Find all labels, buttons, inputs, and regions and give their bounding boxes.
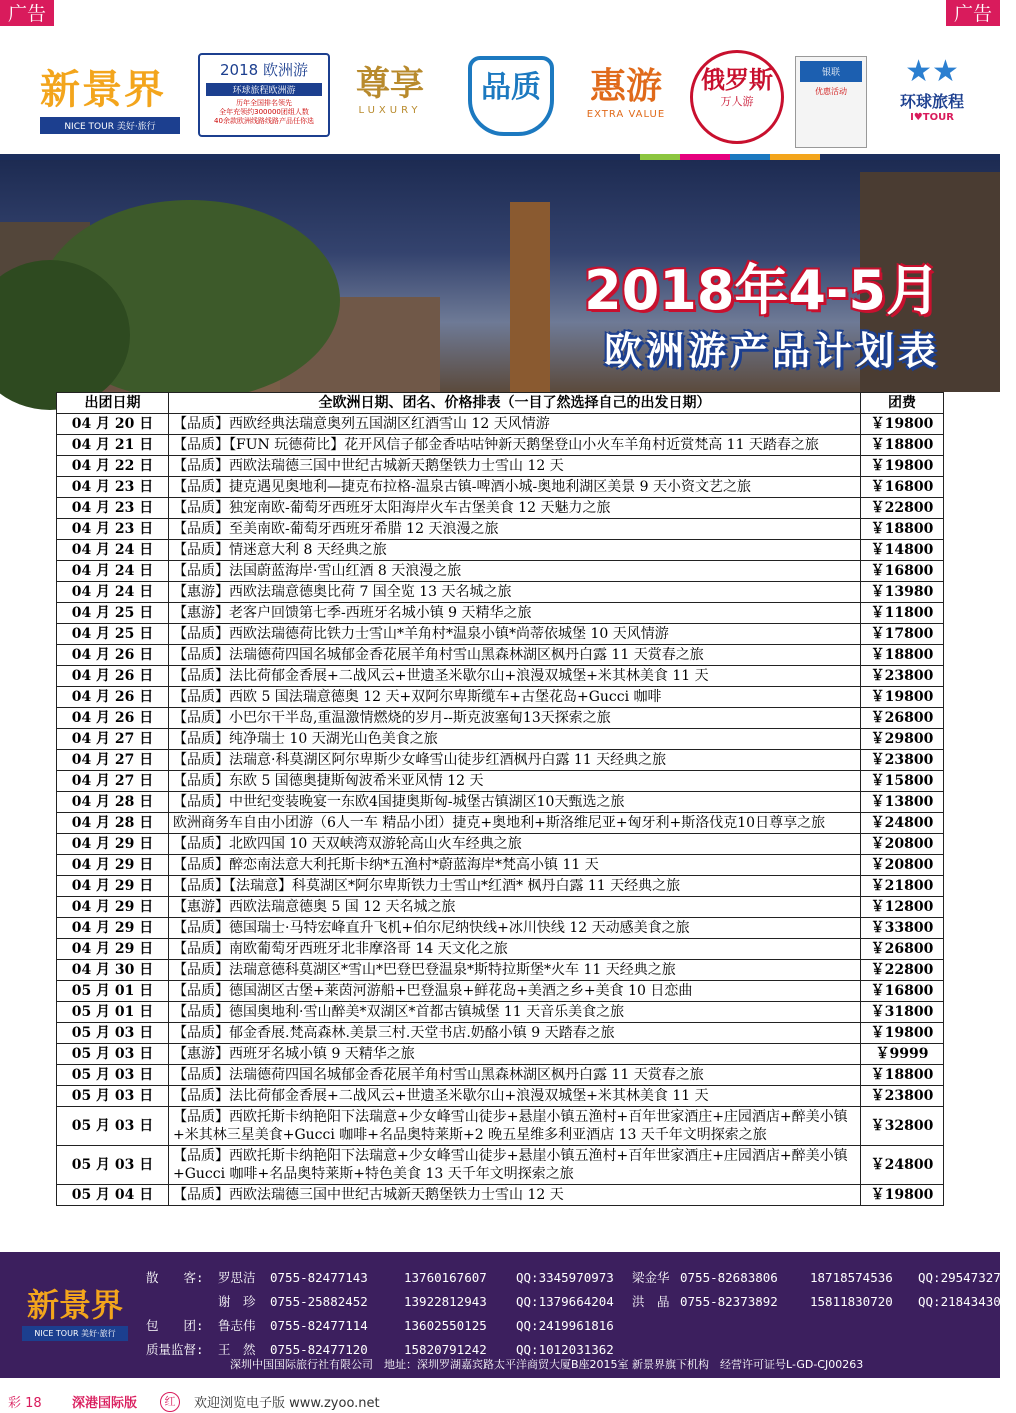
tour-desc: 【品质】郁金香展.梵高森林.美景三村.天堂书店.奶酪小镇 9 天踏春之旅 bbox=[169, 1023, 861, 1044]
tour-desc: 【品质】西欧 5 国法瑞意德奥 12 天+双阿尔卑斯缆车+古堡花岛+Gucci 咖啡 bbox=[169, 687, 861, 708]
contact-mobile2[interactable]: 18718574536 bbox=[810, 1270, 893, 1285]
tour-desc: 【品质】纯净瑞士 10 天湖光山色美食之旅 bbox=[169, 729, 861, 750]
global-cn: 环球旅程 bbox=[899, 92, 964, 111]
tour-date: 04 月 25 日 bbox=[57, 624, 169, 645]
award-line: 40余款欧洲线路线路产品任你选 bbox=[214, 117, 314, 125]
table-row[interactable] bbox=[57, 771, 944, 792]
contact-role: 包 团: bbox=[146, 1318, 204, 1333]
contact-qq[interactable]: QQ:1379664204 bbox=[516, 1294, 614, 1309]
card-text: 优惠活动 bbox=[815, 87, 847, 96]
tour-date: 04 月 26 日 bbox=[57, 687, 169, 708]
award-line: 历年全国排名领先 bbox=[236, 99, 292, 107]
tour-date: 04 月 26 日 bbox=[57, 708, 169, 729]
contact-mobile2[interactable]: 15811830720 bbox=[810, 1294, 893, 1309]
footer-logo-cn: 新景界 bbox=[26, 1286, 123, 1324]
contact-tel[interactable]: 0755-82477114 bbox=[270, 1318, 368, 1333]
table-row[interactable] bbox=[57, 813, 944, 834]
ad-tag-right: 广告 bbox=[946, 0, 1000, 28]
tour-price: ￥22800 bbox=[861, 960, 944, 981]
table-row[interactable] bbox=[57, 435, 944, 456]
table-row[interactable] bbox=[57, 456, 944, 477]
tour-desc: 【品质】情迷意大利 8 天经典之旅 bbox=[169, 540, 861, 561]
tour-date: 04 月 27 日 bbox=[57, 729, 169, 750]
tour-price: ￥19800 bbox=[861, 1023, 944, 1044]
tour-price: ￥17800 bbox=[861, 624, 944, 645]
table-row[interactable] bbox=[57, 1044, 944, 1065]
contact-qq2[interactable]: QQ:2954732776 bbox=[918, 1270, 1016, 1285]
contact-mobile[interactable]: 13760167607 bbox=[404, 1270, 487, 1285]
nice-tour-logo[interactable] bbox=[40, 58, 180, 134]
footer-logo[interactable] bbox=[22, 1280, 128, 1341]
tour-desc: 【品质】【法瑞意】科莫湖区*阿尔卑斯铁力士雪山*红酒* 枫丹白露 11 天经典之旅 bbox=[169, 876, 861, 897]
contact-name2: 梁金华 bbox=[632, 1270, 670, 1285]
tour-price: ￥18800 bbox=[861, 645, 944, 666]
tour-price: ￥20800 bbox=[861, 834, 944, 855]
tour-price: ￥19800 bbox=[861, 414, 944, 435]
table-row[interactable] bbox=[57, 960, 944, 981]
unionpay-card-icon[interactable] bbox=[795, 56, 867, 148]
tour-desc: 【品质】西欧托斯卡纳艳阳下法瑞意+少女峰雪山徒步+悬崖小镇五渔村+百年世家酒庄+庄园酒店+醉美小镇+Gucci 咖啡+名品奥特莱斯+特色美食 13 天千年文明探索之旅 bbox=[169, 1146, 861, 1185]
table-header-row bbox=[57, 393, 944, 414]
russia-line1: 俄罗斯 bbox=[701, 66, 773, 94]
tour-desc: 欧洲商务车自由小团游（6人一车 精品小团）捷克+奥地利+斯洛维尼亚+匈牙利+斯洛伐克10日尊享之旅 bbox=[169, 813, 861, 834]
extra-value-logo[interactable] bbox=[578, 58, 674, 120]
table-row[interactable] bbox=[57, 1086, 944, 1107]
tour-date: 05 月 03 日 bbox=[57, 1146, 169, 1185]
contact-qq[interactable]: QQ:3345970973 bbox=[516, 1270, 614, 1285]
tour-date: 04 月 29 日 bbox=[57, 939, 169, 960]
website-link[interactable]: 欢迎浏览电子版 www.zyoo.net bbox=[194, 1396, 380, 1411]
tour-price: ￥16800 bbox=[861, 561, 944, 582]
tour-date: 05 月 04 日 bbox=[57, 1185, 169, 1206]
tour-desc: 【品质】醉恋南法意大利托斯卡纳*五渔村*蔚蓝海岸*梵高小镇 11 天 bbox=[169, 855, 861, 876]
tour-desc: 【品质】法瑞意德科莫湖区*雪山*巴登巴登温泉*斯特拉斯堡*火车 11 天经典之旅 bbox=[169, 960, 861, 981]
table-row[interactable] bbox=[57, 414, 944, 435]
tour-desc: 【品质】捷克遇见奥地利—捷克布拉格-温泉古镇-啤酒小城-奥地利湖区美景 9 天小资文艺之旅 bbox=[169, 477, 861, 498]
tour-desc: 【品质】小巴尔干半岛,重温激情燃烧的岁月--斯克波塞甸13天探索之旅 bbox=[169, 708, 861, 729]
contact-line bbox=[146, 1268, 1016, 1286]
table-row[interactable] bbox=[57, 1002, 944, 1023]
contact-qq2[interactable]: QQ:2184343057 bbox=[918, 1294, 1016, 1309]
tour-date: 04 月 24 日 bbox=[57, 582, 169, 603]
table-row[interactable] bbox=[57, 645, 944, 666]
tour-desc: 【品质】西欧经典法瑞意奥列五国湖区红酒雪山 12 天风情游 bbox=[169, 414, 861, 435]
table-row[interactable] bbox=[57, 981, 944, 1002]
tour-price: ￥18800 bbox=[861, 1065, 944, 1086]
star-icon: ★★ bbox=[905, 54, 959, 89]
tour-date: 04 月 26 日 bbox=[57, 666, 169, 687]
tour-desc: 【品质】西欧托斯卡纳艳阳下法瑞意+少女峰雪山徒步+悬崖小镇五渔村+百年世家酒庄+庄园酒店+醉美小镇+米其林三星美食+Gucci 咖啡+名品奥特莱斯+2 晚五星维多利亚酒店 13 天千年文明探索之旅 bbox=[169, 1107, 861, 1146]
tour-desc: 【品质】西欧法瑞德三国中世纪古城新天鹅堡铁力士雪山 12 天 bbox=[169, 456, 861, 477]
table-row[interactable] bbox=[57, 1107, 944, 1146]
tour-price: ￥24800 bbox=[861, 813, 944, 834]
tour-date: 05 月 03 日 bbox=[57, 1044, 169, 1065]
tour-price: ￥12800 bbox=[861, 897, 944, 918]
contact-mobile[interactable]: 15820791242 bbox=[404, 1342, 487, 1357]
footer-logo-sub: NICE TOUR 美好·旅行 bbox=[22, 1326, 128, 1341]
luxury-en: LUXURY bbox=[358, 105, 422, 116]
tour-price: ￥29800 bbox=[861, 729, 944, 750]
contact-name: 罗思洁 bbox=[218, 1270, 256, 1285]
page-footer-bar bbox=[0, 1390, 1000, 1413]
tour-desc: 【品质】法国蔚蓝海岸·雪山红酒 8 天浪漫之旅 bbox=[169, 561, 861, 582]
russia-tour-logo[interactable] bbox=[690, 50, 784, 144]
ad-tag-left: 广告 bbox=[0, 0, 54, 28]
edition-name: 深港国际版 bbox=[72, 1396, 138, 1411]
tour-price: ￥16800 bbox=[861, 981, 944, 1002]
global-en: I♥TOUR bbox=[910, 112, 954, 123]
tour-desc: 【品质】至美南欧-葡萄牙西班牙希腊 12 天浪漫之旅 bbox=[169, 519, 861, 540]
tour-desc: 【品质】东欧 5 国德奥捷斯匈波希米亚风情 12 天 bbox=[169, 771, 861, 792]
table-row[interactable] bbox=[57, 729, 944, 750]
tour-price: ￥13980 bbox=[861, 582, 944, 603]
brand-tagline: NICE TOUR 美好·旅行 bbox=[40, 117, 180, 134]
contact-line bbox=[146, 1316, 918, 1334]
tour-price: ￥22800 bbox=[861, 498, 944, 519]
table-row[interactable] bbox=[57, 624, 944, 645]
table-row[interactable] bbox=[57, 666, 944, 687]
tour-date: 04 月 26 日 bbox=[57, 645, 169, 666]
tour-price: ￥19800 bbox=[861, 1185, 944, 1206]
tour-date: 04 月 23 日 bbox=[57, 477, 169, 498]
contact-qq[interactable]: QQ:2419961816 bbox=[516, 1318, 614, 1333]
hero-title: 欧洲游产品计划表 bbox=[603, 329, 940, 373]
contact-line bbox=[146, 1292, 1016, 1310]
table-row[interactable] bbox=[57, 708, 944, 729]
tour-date: 04 月 24 日 bbox=[57, 561, 169, 582]
tour-desc: 【品质】西欧法瑞德三国中世纪古城新天鹅堡铁力士雪山 12 天 bbox=[169, 1185, 861, 1206]
contact-name: 谢 珍 bbox=[218, 1294, 256, 1309]
extra-cn: 惠游 bbox=[589, 66, 662, 107]
company-address: 深圳中国国际旅行社有限公司 地址：深圳罗湖嘉宾路太平洋商贸大厦B座2015室 新景界旗下机构 经营许可证号L-GD-CJ00263 bbox=[230, 1358, 864, 1371]
tour-desc: 【品质】法瑞德荷四国名城郁金香花展羊角村雪山黑森林湖区枫丹白露 11 天赏春之旅 bbox=[169, 645, 861, 666]
tour-price: ￥15800 bbox=[861, 771, 944, 792]
hero-banner bbox=[0, 160, 1000, 392]
contact-tel[interactable]: 0755-82477143 bbox=[270, 1270, 368, 1285]
tour-date: 04 月 30 日 bbox=[57, 960, 169, 981]
quality-shield-logo[interactable] bbox=[468, 56, 554, 136]
tour-date: 04 月 23 日 bbox=[57, 519, 169, 540]
tour-desc: 【品质】中世纪变装晚宴一东欧4国捷奥斯匈-城堡古镇湖区10天甄选之旅 bbox=[169, 792, 861, 813]
table-row[interactable] bbox=[57, 1023, 944, 1044]
tour-price: ￥24800 bbox=[861, 1146, 944, 1185]
tour-price: ￥11800 bbox=[861, 603, 944, 624]
tour-desc: 【品质】德国奥地利·雪山醉美*双湖区*首都古镇城堡 11 天音乐美食之旅 bbox=[169, 1002, 861, 1023]
award-line: 全年充领约300000团组人数 bbox=[219, 108, 309, 116]
tour-desc: 【惠游】西欧法瑞意德奥 5 国 12 天名城之旅 bbox=[169, 897, 861, 918]
russia-line2: 万人游 bbox=[720, 95, 754, 108]
brand-name: 新景界 bbox=[40, 67, 166, 113]
tour-date: 05 月 03 日 bbox=[57, 1023, 169, 1044]
tour-price: ￥18800 bbox=[861, 435, 944, 456]
tour-price: ￥21800 bbox=[861, 876, 944, 897]
table-row[interactable] bbox=[57, 1146, 944, 1185]
tour-price: ￥31800 bbox=[861, 1002, 944, 1023]
table-row[interactable] bbox=[57, 1185, 944, 1206]
europe-award-badge bbox=[198, 53, 330, 137]
table-row[interactable] bbox=[57, 540, 944, 561]
contact-name: 王 然 bbox=[218, 1342, 256, 1357]
tour-date: 04 月 24 日 bbox=[57, 540, 169, 561]
table-row[interactable] bbox=[57, 1065, 944, 1086]
tour-price: ￥18800 bbox=[861, 519, 944, 540]
tour-price: ￥26800 bbox=[861, 708, 944, 729]
tour-date: 04 月 23 日 bbox=[57, 498, 169, 519]
luxury-cn: 尊享 bbox=[356, 64, 424, 104]
award-title: 2018 欧洲游 bbox=[220, 61, 308, 79]
contact-name: 鲁志伟 bbox=[218, 1318, 256, 1333]
tour-date: 04 月 29 日 bbox=[57, 855, 169, 876]
tour-desc: 【品质】西欧法瑞德荷比铁力士雪山*羊角村*温泉小镇*尚蒂依城堡 10 天风情游 bbox=[169, 624, 861, 645]
tour-desc: 【品质】法比荷郁金香展+二战风云+世遗圣米歇尔山+浪漫双城堡+米其林美食 11 天 bbox=[169, 666, 861, 687]
table-row[interactable] bbox=[57, 687, 944, 708]
tour-desc: 【惠游】西班牙名城小镇 9 天精华之旅 bbox=[169, 1044, 861, 1065]
table-row[interactable] bbox=[57, 834, 944, 855]
tour-price: ￥23800 bbox=[861, 666, 944, 687]
quality-cn: 品质 bbox=[481, 70, 541, 105]
tour-price: ￥14800 bbox=[861, 540, 944, 561]
tour-date: 04 月 27 日 bbox=[57, 750, 169, 771]
tour-price: ￥9999 bbox=[861, 1044, 944, 1065]
tour-date: 04 月 29 日 bbox=[57, 876, 169, 897]
extra-en: EXTRA VALUE bbox=[586, 109, 666, 120]
table-row[interactable] bbox=[57, 603, 944, 624]
tour-desc: 【品质】德国瑞士·马特宏峰直升飞机+伯尔尼纳快线+冰川快线 12 天动感美食之旅 bbox=[169, 918, 861, 939]
tour-schedule-table bbox=[56, 392, 944, 1206]
tour-desc: 【品质】北欧四国 10 天双峡湾双游轮高山火车经典之旅 bbox=[169, 834, 861, 855]
tour-desc: 【品质】【FUN 玩德荷比】花开风信子郁金香咕咕钟新天鹅堡登山小火车羊角村近赏梵高 11 天踏春之旅 bbox=[169, 435, 861, 456]
contact-role: 散 客: bbox=[146, 1270, 204, 1285]
luxury-logo[interactable] bbox=[342, 56, 438, 116]
tour-date: 04 月 25 日 bbox=[57, 603, 169, 624]
tour-desc: 【品质】南欧葡萄牙西班牙北非摩洛哥 14 天文化之旅 bbox=[169, 939, 861, 960]
table-row[interactable] bbox=[57, 897, 944, 918]
tour-price: ￥16800 bbox=[861, 477, 944, 498]
page-number: 彩 18 bbox=[8, 1396, 42, 1411]
table-row[interactable] bbox=[57, 792, 944, 813]
tour-desc: 【惠游】老客户回馈第七季-西班牙名城小镇 9 天精华之旅 bbox=[169, 603, 861, 624]
tour-date: 04 月 28 日 bbox=[57, 792, 169, 813]
table-row[interactable] bbox=[57, 561, 944, 582]
contact-tel[interactable]: 0755-82477120 bbox=[270, 1342, 368, 1357]
contact-tel2[interactable]: 0755-82683806 bbox=[680, 1270, 778, 1285]
contact-role: 质量监督: bbox=[146, 1342, 204, 1357]
contact-mobile[interactable]: 13602550125 bbox=[404, 1318, 487, 1333]
contact-tel[interactable]: 0755-25882452 bbox=[270, 1294, 368, 1309]
tour-price: ￥19800 bbox=[861, 456, 944, 477]
table-row[interactable] bbox=[57, 477, 944, 498]
contact-tel2[interactable]: 0755-82373892 bbox=[680, 1294, 778, 1309]
tour-price: ￥23800 bbox=[861, 1086, 944, 1107]
table-row[interactable] bbox=[57, 519, 944, 540]
header-date: 出团日期 bbox=[57, 393, 169, 414]
tour-date: 05 月 03 日 bbox=[57, 1086, 169, 1107]
tour-price: ￥33800 bbox=[861, 918, 944, 939]
edition-badge: 红 bbox=[160, 1392, 180, 1412]
tour-desc: 【品质】法瑞意·科莫湖区阿尔卑斯少女峰雪山徒步红酒枫丹白露 11 天经典之旅 bbox=[169, 750, 861, 771]
table-row[interactable] bbox=[57, 855, 944, 876]
header-price: 团费 bbox=[861, 393, 944, 414]
tour-desc: 【品质】德国湖区古堡+莱茵河游船+巴登温泉+鲜花岛+美酒之乡+美食 10 日恋曲 bbox=[169, 981, 861, 1002]
hero-date-heading: 2018年4-5月 bbox=[584, 259, 940, 322]
table-row[interactable] bbox=[57, 918, 944, 939]
global-tour-logo[interactable] bbox=[882, 54, 982, 123]
tour-date: 04 月 29 日 bbox=[57, 897, 169, 918]
tour-price: ￥32800 bbox=[861, 1107, 944, 1146]
tour-date: 04 月 28 日 bbox=[57, 813, 169, 834]
contact-mobile[interactable]: 13922812943 bbox=[404, 1294, 487, 1309]
table-row[interactable] bbox=[57, 582, 944, 603]
tour-desc: 【品质】法比荷郁金香展+二战风云+世遗圣米歇尔山+浪漫双城堡+米其林美食 11 天 bbox=[169, 1086, 861, 1107]
tour-price: ￥26800 bbox=[861, 939, 944, 960]
tour-date: 05 月 03 日 bbox=[57, 1107, 169, 1146]
tour-price: ￥20800 bbox=[861, 855, 944, 876]
tour-date: 04 月 20 日 bbox=[57, 414, 169, 435]
tour-price: ￥13800 bbox=[861, 792, 944, 813]
table-row[interactable] bbox=[57, 498, 944, 519]
tour-date: 04 月 27 日 bbox=[57, 771, 169, 792]
tour-desc: 【品质】法瑞德荷四国名城郁金香花展羊角村雪山黑森林湖区枫丹白露 11 天赏春之旅 bbox=[169, 1065, 861, 1086]
tour-date: 04 月 29 日 bbox=[57, 918, 169, 939]
tour-date: 05 月 03 日 bbox=[57, 1065, 169, 1086]
tour-date: 04 月 29 日 bbox=[57, 834, 169, 855]
brand-header bbox=[0, 26, 1000, 156]
tour-desc: 【品质】独宠南欧-葡萄牙西班牙太阳海岸火车古堡美食 12 天魅力之旅 bbox=[169, 498, 861, 519]
tour-price: ￥23800 bbox=[861, 750, 944, 771]
tour-date: 04 月 22 日 bbox=[57, 456, 169, 477]
tour-price: ￥19800 bbox=[861, 687, 944, 708]
tour-date: 05 月 01 日 bbox=[57, 1002, 169, 1023]
contact-footer bbox=[0, 1252, 1016, 1378]
card-logo: 银联 bbox=[800, 61, 862, 82]
tour-date: 05 月 01 日 bbox=[57, 981, 169, 1002]
tour-date: 04 月 21 日 bbox=[57, 435, 169, 456]
contact-qq[interactable]: QQ:1012031362 bbox=[516, 1342, 614, 1357]
contact-name2: 洪 晶 bbox=[632, 1294, 670, 1309]
table-row[interactable] bbox=[57, 750, 944, 771]
table-row[interactable] bbox=[57, 939, 944, 960]
header-desc: 全欧洲日期、团名、价格排表（一目了然选择自己的出发日期） bbox=[169, 393, 861, 414]
award-subtitle: 环球旅程欧洲游 bbox=[206, 83, 322, 96]
table-row[interactable] bbox=[57, 876, 944, 897]
tour-desc: 【惠游】西欧法瑞意德奥比荷 7 国全览 13 天名城之旅 bbox=[169, 582, 861, 603]
